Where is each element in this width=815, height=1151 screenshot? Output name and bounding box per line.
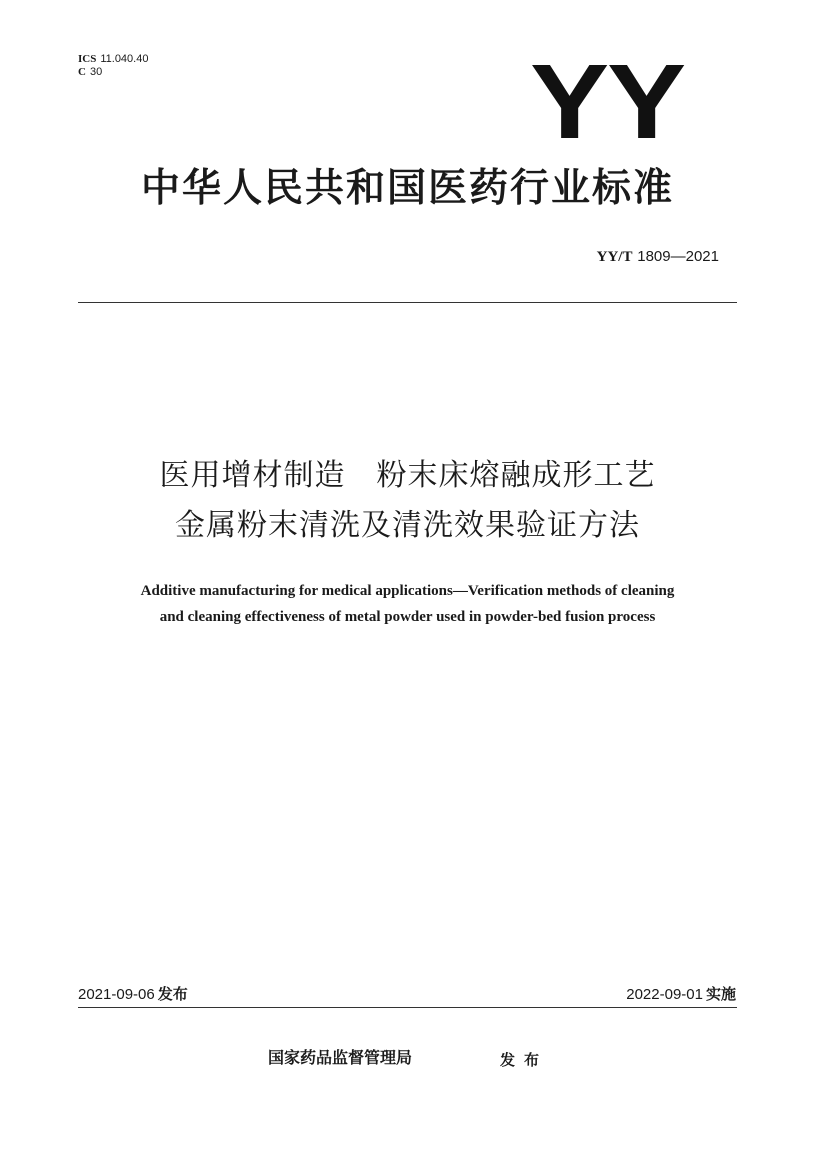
implement-label: 实施 [705,985,736,1003]
chinese-title-line-2: 金属粉末清洗及清洗效果验证方法 [175,508,640,543]
publish-date [78,984,188,1005]
ics-code [78,53,148,66]
ics-value: 11.040.40 [100,53,149,65]
standard-prefix: YY/T [596,249,633,265]
issuing-authority: 国家药品监督管理局 [268,1048,413,1067]
implement-date-value: 2022-09-01 [626,986,703,1003]
english-title-line-2: and cleaning effectiveness of metal powder used in powder-bed fusion process [159,609,656,625]
ics-label: ICS [78,53,97,65]
publish-label: 发布 [157,985,188,1003]
ccs-label: C [78,66,86,78]
classification-codes [78,53,148,79]
english-title-line-1: Additive manufacturing for medical applications—Verification methods of cleaning [140,583,675,599]
implement-date [626,984,736,1005]
ccs-value: 30 [89,66,103,78]
issue-label: 发布 [500,1051,549,1069]
standard-logo: YY [530,43,684,161]
bottom-divider [78,1007,737,1008]
chinese-title-line-1: 医用增材制造 粉末床熔融成形工艺 [159,458,656,493]
ccs-code [78,66,148,79]
standard-number-value: 1809—2021 [637,248,719,265]
organization-title: 中华人民共和国医药行业标准 [140,166,674,211]
top-divider [78,302,737,303]
standard-number [597,247,719,266]
publish-date-value: 2021-09-06 [78,986,155,1003]
